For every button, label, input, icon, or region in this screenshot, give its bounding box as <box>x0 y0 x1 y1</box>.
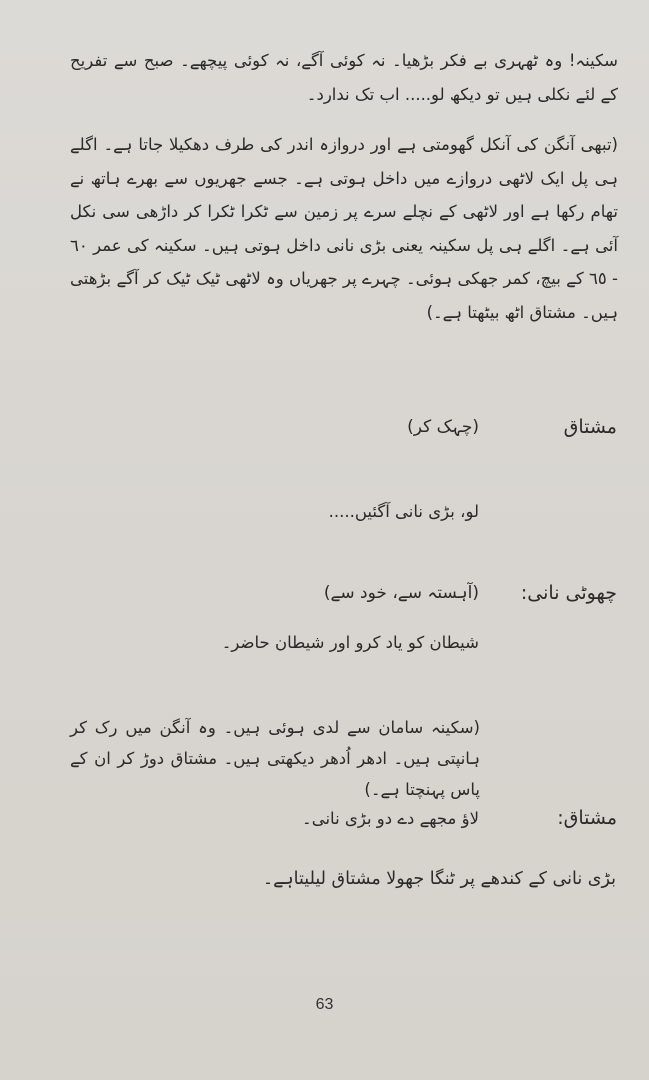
closing-paragraph: بڑی نانی کے کندھے پر ٹنگا جھولا مشتاق لیلیتاہے۔ <box>262 869 616 889</box>
speaker-chhoti-nani: چھوٹی نانی: <box>520 582 617 604</box>
speaker-mushtaq-1: مشتاق <box>563 416 617 438</box>
direction-2: (آہستہ سے، خود سے) <box>323 583 479 603</box>
stage-direction-2: (سکینہ سامان سے لدی ہوئی ہیں۔ وہ آنگن میں رک کر ہانپتی ہیں۔ ادھر اُدھر دیکھتی ہیں۔ مشتاق دوڑ کر ان کے پاس پہنچتا ہے۔) <box>70 718 480 799</box>
page-number: 63 <box>315 996 334 1013</box>
direction-1: (چہک کر) <box>407 417 479 437</box>
dialogue-line-2: شیطان کو یاد کرو اور شیطان حاضر۔ <box>221 633 479 652</box>
speaker-mushtaq-2: مشتاق: <box>557 807 617 829</box>
stage-direction-1: (تبھی آنگن کی آنکل گھومتی ہے اور دروازہ اندر کی طرف دھکیلا جاتا ہے۔ اگلے ہی پل ایک لاٹھی دروازے میں داخل ہوتی ہے۔ جسے جھریوں سے بھرے ہاتھ نے تھام رکھا ہے اور لاٹھی کے نچلے سرے پر زمین سے ٹکرا ٹکرا کر داڑھی سی نکل آئی ہے۔ اگلے ہی پل سکینہ یعنی بڑی نانی داخل ہوتی ہیں۔ سکینہ کی عمر ٦٠ - ٦٥ کے بیچ، کمر جھکی ہوئی۔ چہرے پر جھریاں وہ لاٹھی ٹیک ٹیک کر آگے بڑھتی ہیں۔ مشتاق اٹھ بیٹھتا ہے۔) <box>70 135 618 322</box>
dialogue-line-3: لاؤ مجھے دے دو بڑی نانی۔ <box>302 809 479 828</box>
dialogue-line-1: لو، بڑی نانی آگئیں..... <box>328 502 479 521</box>
paragraph-1: سکینہ! وہ ٹھہری بے فکر بڑھیا۔ نہ کوئی آگے، نہ کوئی پیچھے۔ صبح سے تفریح کے لئے نکلی ہیں تو دیکھ لو..... اب تک ندارد۔ <box>70 51 618 104</box>
